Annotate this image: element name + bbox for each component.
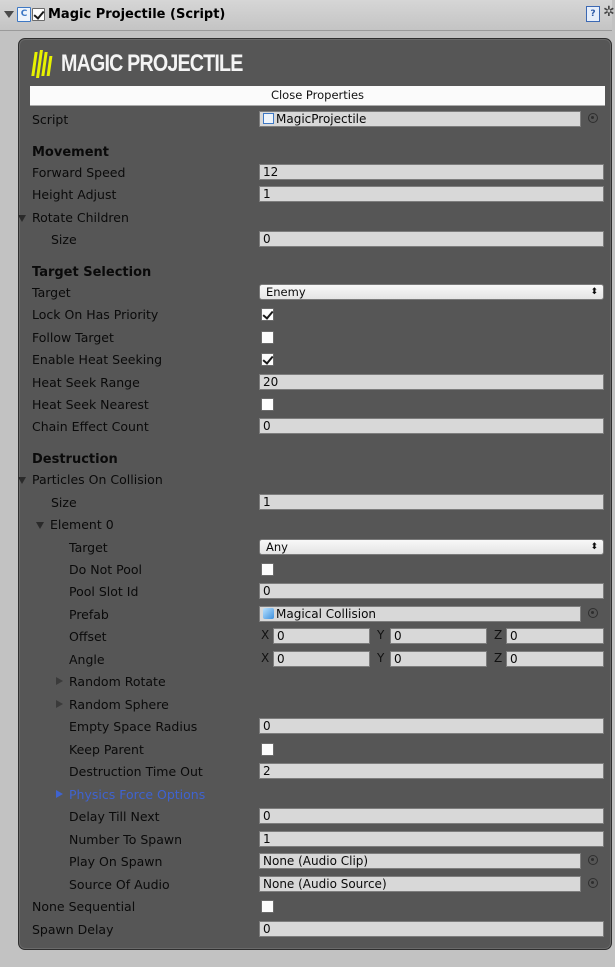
particles-size-field[interactable]: 1 <box>259 494 604 510</box>
number-to-spawn-field[interactable]: 1 <box>259 831 604 847</box>
heat-seek-nearest-row <box>0 394 612 416</box>
height-adjust-field[interactable]: 1 <box>259 186 604 202</box>
heat-seeking-row <box>0 349 612 371</box>
heat-seek-nearest-label: Heat Seek Nearest <box>32 397 149 412</box>
heat-seeking-label: Enable Heat Seeking <box>32 352 163 367</box>
destruction-time-out-label: Destruction Time Out <box>69 764 203 779</box>
destruction-header-row <box>0 449 612 471</box>
forward-speed-label: Forward Speed <box>32 165 126 180</box>
target-value: Enemy <box>266 285 306 299</box>
number-to-spawn-row <box>0 829 612 851</box>
forward-speed-field[interactable]: 12 <box>259 164 604 180</box>
follow-target-label: Follow Target <box>32 330 114 345</box>
none-sequential-label: None Sequential <box>32 899 136 914</box>
source-of-audio-row <box>0 874 612 896</box>
heat-seek-range-field[interactable]: 20 <box>259 374 604 390</box>
expand-down-icon[interactable] <box>18 477 26 484</box>
angle-z-field[interactable]: 0 <box>506 651 604 667</box>
rotate-children-size-field[interactable]: 0 <box>259 231 604 247</box>
particles-on-collision-row[interactable] <box>0 469 612 491</box>
lock-on-checkbox[interactable] <box>261 308 274 321</box>
expand-right-icon[interactable] <box>56 790 63 798</box>
element-target-label: Target <box>69 540 108 555</box>
keep-parent-checkbox[interactable] <box>261 743 274 756</box>
play-on-spawn-field[interactable]: None (Audio Clip) <box>259 853 581 869</box>
target-selection-header: Target Selection <box>32 265 152 280</box>
rotate-children-label: Rotate Children <box>32 210 129 225</box>
expand-right-icon[interactable] <box>56 700 63 708</box>
prefab-value: Magical Collision <box>276 607 377 621</box>
object-picker-icon[interactable] <box>588 855 598 865</box>
object-picker-icon[interactable] <box>588 608 598 618</box>
element0-row[interactable] <box>0 514 612 536</box>
height-adjust-row <box>0 184 612 206</box>
script-icon: C <box>17 7 31 22</box>
pool-slot-id-label: Pool Slot Id <box>69 584 139 599</box>
random-rotate-row[interactable] <box>0 671 612 693</box>
object-picker-icon[interactable] <box>588 113 598 123</box>
physics-force-options-label[interactable]: Physics Force Options <box>69 787 206 802</box>
heat-seeking-checkbox[interactable] <box>261 353 274 366</box>
forward-speed-row <box>0 162 612 184</box>
foldout-arrow-icon[interactable] <box>4 11 14 18</box>
source-of-audio-field[interactable]: None (Audio Source) <box>259 876 581 892</box>
play-on-spawn-label: Play On Spawn <box>69 854 163 869</box>
spawn-delay-row <box>0 919 612 941</box>
offset-z-label: Z <box>494 628 503 642</box>
chain-effect-count-field[interactable]: 0 <box>259 418 604 434</box>
component-header[interactable] <box>0 0 615 31</box>
pool-slot-id-row <box>0 581 612 603</box>
random-sphere-label: Random Sphere <box>69 697 169 712</box>
particles-size-label: Size <box>51 495 77 510</box>
destruction-header: Destruction <box>32 452 118 467</box>
script-row <box>0 109 612 131</box>
expand-right-icon[interactable] <box>56 677 63 685</box>
offset-x-label: X <box>261 628 270 642</box>
spawn-delay-label: Spawn Delay <box>32 922 114 937</box>
offset-y-field[interactable]: 0 <box>390 628 487 644</box>
element-target-dropdown[interactable] <box>259 539 604 555</box>
keep-parent-row <box>0 739 612 761</box>
angle-row <box>0 649 612 671</box>
prefab-field[interactable] <box>259 606 581 622</box>
dropdown-arrows-icon: ⬍ <box>590 287 598 297</box>
destruction-time-out-row <box>0 761 612 783</box>
angle-z-label: Z <box>494 651 503 665</box>
element-target-value: Any <box>266 540 288 554</box>
script-file-icon <box>263 113 274 124</box>
offset-z-field[interactable]: 0 <box>506 628 604 644</box>
source-of-audio-label: Source Of Audio <box>69 877 170 892</box>
none-sequential-checkbox[interactable] <box>261 900 274 913</box>
rotate-children-size-row <box>0 229 612 251</box>
help-icon[interactable]: ? <box>586 6 600 22</box>
heat-seek-nearest-checkbox[interactable] <box>261 398 274 411</box>
close-properties-button[interactable]: Close Properties <box>30 86 605 106</box>
angle-y-field[interactable]: 0 <box>390 651 487 667</box>
expand-down-icon[interactable] <box>36 522 44 529</box>
physics-force-options-row[interactable] <box>0 784 612 806</box>
prefab-row <box>0 604 612 626</box>
follow-target-row <box>0 327 612 349</box>
dropdown-arrows-icon: ⬍ <box>590 542 598 552</box>
do-not-pool-row <box>0 559 612 581</box>
angle-x-field[interactable]: 0 <box>273 651 370 667</box>
object-picker-icon[interactable] <box>588 878 598 888</box>
particles-size-row <box>0 492 612 514</box>
play-on-spawn-row <box>0 851 612 873</box>
pool-slot-id-field[interactable]: 0 <box>259 583 604 599</box>
destruction-time-out-field[interactable]: 2 <box>259 763 604 779</box>
element-target-row <box>0 537 612 559</box>
expand-down-icon[interactable] <box>18 215 26 222</box>
prefab-label: Prefab <box>69 607 109 622</box>
empty-space-radius-label: Empty Space Radius <box>69 719 198 734</box>
heat-seek-range-label: Heat Seek Range <box>32 375 140 390</box>
keep-parent-label: Keep Parent <box>69 742 144 757</box>
chain-effect-count-label: Chain Effect Count <box>32 419 149 434</box>
delay-till-next-field[interactable]: 0 <box>259 808 604 824</box>
rotate-children-size-label: Size <box>51 232 77 247</box>
script-label: Script <box>32 112 69 127</box>
heat-seek-range-row <box>0 372 612 394</box>
offset-y-label: Y <box>377 628 385 642</box>
particles-on-collision-label: Particles On Collision <box>32 472 163 487</box>
target-row <box>0 282 612 304</box>
script-field[interactable] <box>259 111 581 127</box>
random-rotate-label: Random Rotate <box>69 674 166 689</box>
target-selection-header-row <box>0 262 612 284</box>
number-to-spawn-label: Number To Spawn <box>69 832 182 847</box>
movement-header: Movement <box>32 145 109 160</box>
height-adjust-label: Height Adjust <box>32 187 117 202</box>
lock-on-label: Lock On Has Priority <box>32 307 159 322</box>
delay-till-next-row <box>0 806 612 828</box>
offset-row <box>0 626 612 648</box>
spawn-delay-field[interactable]: 0 <box>259 921 604 937</box>
prefab-cube-icon <box>263 608 274 619</box>
empty-space-radius-field[interactable]: 0 <box>259 718 604 734</box>
angle-y-label: Y <box>377 651 385 665</box>
offset-label: Offset <box>69 629 107 644</box>
offset-x-field[interactable]: 0 <box>273 628 370 644</box>
target-dropdown[interactable] <box>259 284 604 300</box>
component-enabled-checkbox[interactable] <box>32 8 45 21</box>
target-label: Target <box>32 285 71 300</box>
lock-on-row <box>0 304 612 326</box>
angle-label: Angle <box>69 652 105 667</box>
rotate-children-row[interactable] <box>0 207 612 229</box>
element0-label: Element 0 <box>50 517 114 532</box>
none-sequential-row <box>0 896 612 918</box>
logo-text: MAGIC PROJECTILE <box>61 50 243 77</box>
movement-header-row <box>0 142 612 164</box>
script-value: MagicProjectile <box>276 112 367 126</box>
component-title: Magic Projectile (Script) <box>48 7 226 22</box>
do-not-pool-label: Do Not Pool <box>69 562 142 577</box>
gear-icon[interactable]: ✲ <box>603 4 615 20</box>
follow-target-checkbox[interactable] <box>261 331 274 344</box>
do-not-pool-checkbox[interactable] <box>261 563 274 576</box>
random-sphere-row[interactable] <box>0 694 612 716</box>
chain-effect-count-row <box>0 416 612 438</box>
empty-space-radius-row <box>0 716 612 738</box>
delay-till-next-label: Delay Till Next <box>69 809 160 824</box>
angle-x-label: X <box>261 651 270 665</box>
